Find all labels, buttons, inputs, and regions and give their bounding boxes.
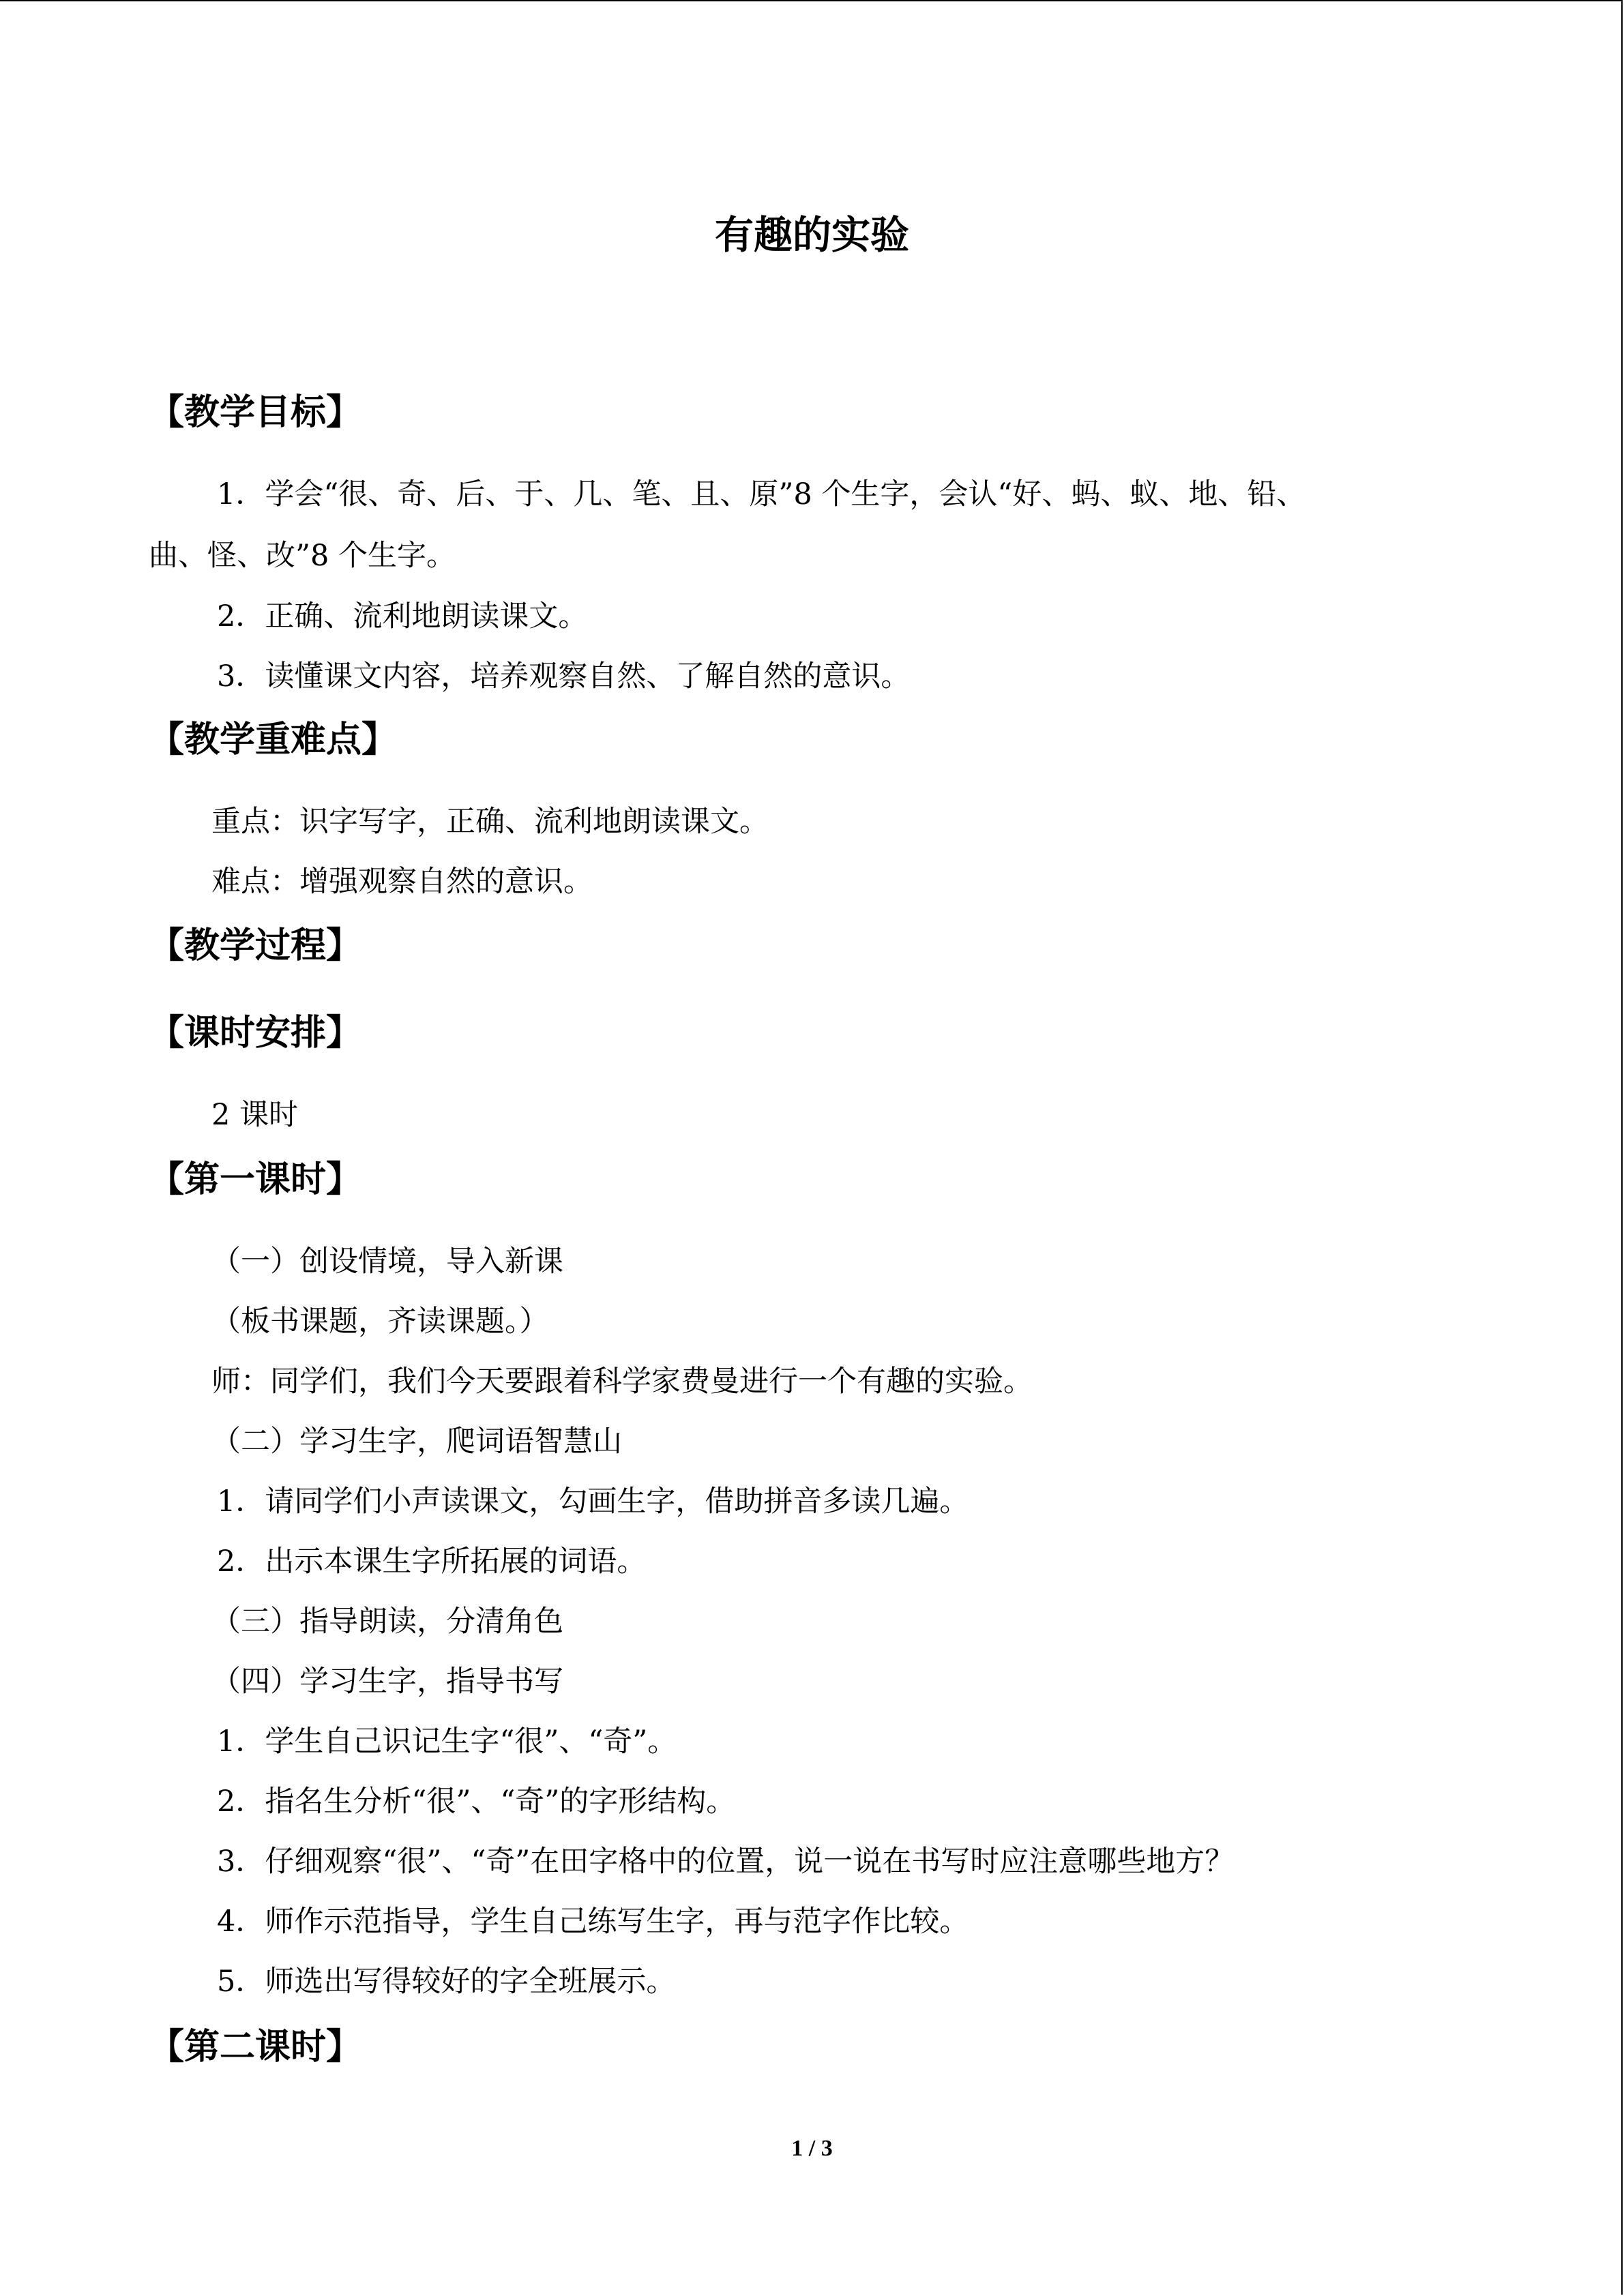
lesson1-line: （一）创设情境，导入新课 (211, 1244, 563, 1279)
lesson1-line: 2．出示本课生字所拓展的词语。 (217, 1545, 647, 1579)
page-number: 1 / 3 (791, 2136, 833, 2161)
objective-1-line-1: 1．学会“很、奇、后、于、几、笔、且、原”8 个生字，会认“好、蚂、蚁、地、铅、 (217, 477, 1306, 511)
objective-3: 3．读懂课文内容，培养观察自然、了解自然的意识。 (217, 659, 911, 694)
schedule-value: 2 课时 (211, 1098, 299, 1132)
lesson1-line: （二）学习生字，爬词语智慧山 (211, 1425, 622, 1459)
lesson1-line: （三）指导朗读，分清角色 (211, 1605, 563, 1639)
heading-schedule: 【课时安排】 (149, 1013, 362, 1054)
document-title: 有趣的实验 (715, 213, 909, 258)
heading-lesson-2: 【第二课时】 (149, 2027, 362, 2068)
key-point: 重点：识字写字，正确、流利地朗读课文。 (211, 805, 769, 839)
lesson1-line: 5．师选出写得较好的字全班展示。 (217, 1965, 676, 1999)
objective-2: 2．正确、流利地朗读课文。 (217, 599, 588, 633)
heading-key-points: 【教学重难点】 (149, 719, 398, 760)
lesson1-line: 师：同学们，我们今天要跟着科学家费曼进行一个有趣的实验。 (211, 1365, 1033, 1399)
lesson1-line: （板书课题，齐读课题。） (211, 1304, 549, 1339)
lesson1-line: 4．师作示范指导，学生自己练写生字，再与范字作比较。 (217, 1905, 969, 1939)
difficult-point: 难点：增强观察自然的意识。 (211, 865, 593, 899)
heading-objectives: 【教学目标】 (149, 392, 362, 433)
objective-1-line-2: 曲、怪、改”8 个生字。 (149, 539, 456, 573)
lesson1-line: 2．指名生分析“很”、“奇”的字形结构。 (217, 1785, 736, 1819)
heading-process: 【教学过程】 (149, 925, 362, 966)
lesson1-line: 1．学生自己识记生字“很”、“奇”。 (217, 1725, 677, 1759)
heading-lesson-1: 【第一课时】 (149, 1159, 362, 1200)
lesson1-line: 1．请同学们小声读课文，勾画生字，借助拼音多读几遍。 (217, 1485, 969, 1519)
lesson1-line: 3．仔细观察“很”、“奇”在田字格中的位置，说一说在书写时应注意哪些地方？ (217, 1845, 1235, 1879)
lesson1-line: （四）学习生字，指导书写 (211, 1665, 563, 1699)
